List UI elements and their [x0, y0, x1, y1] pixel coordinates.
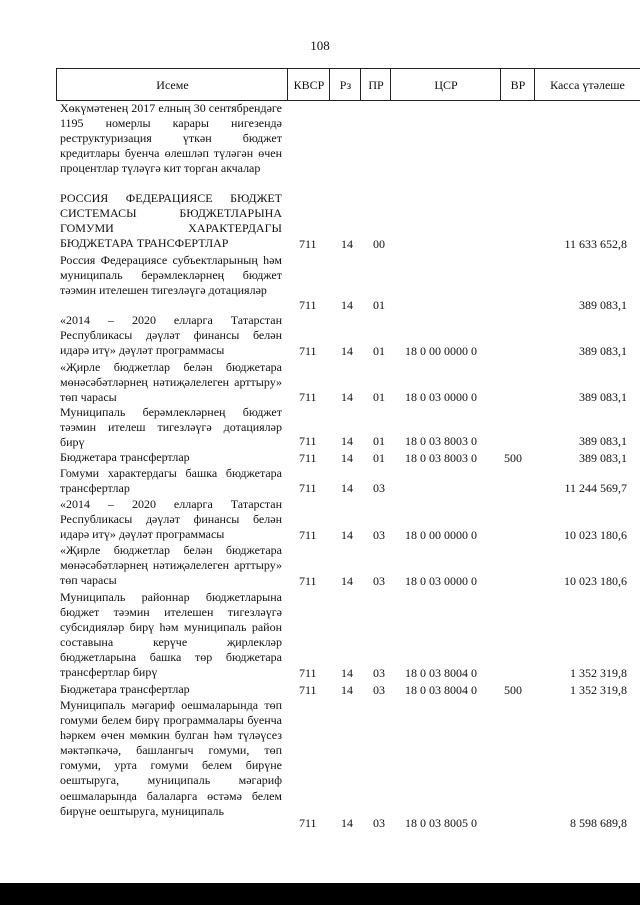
- header-kvsr: КВСР: [287, 69, 330, 100]
- row-amount: 8 598 689,8: [570, 815, 627, 830]
- row-name: Муниципаль мәгариф оешмаларында төп гомуми белем бирү программалары буенча һәркем өчен мөмкин булган һәм түләүсез мәктәпкәчә, башлангыч гомуми, төп гомуми, урта гомуми белем бирүне оештыруга, муниципаль мәгариф оешмаларында балаларга өстәмә белем бирүне оештыруга, муниципаль: [60, 698, 282, 818]
- row-name: Муниципаль районнар бюджетларына бюджет тәэмин ителешен тигезләүгә субсидияләр бирү һәм муниципаль район составына керүче җирлекләр бюджетларына башка төр бюджетара трансфертлар бирү: [60, 590, 282, 680]
- table-header: [56, 68, 640, 101]
- row-kvsr: 711: [299, 236, 317, 251]
- row-name: Бюджетара трансфертлар: [60, 450, 190, 464]
- header-rz: Рз: [329, 69, 361, 100]
- row-name: Муниципаль берәмлекләрнең бюджет тәэмин ителеш тигезләүгә дотацияләр бирү: [60, 405, 282, 450]
- row-csr: 18 0 03 8004 0: [405, 682, 477, 697]
- table-row: [0, 450, 640, 466]
- table-row: [0, 543, 640, 589]
- row-kvsr: 711: [299, 450, 317, 465]
- row-csr: 18 0 03 8003 0: [405, 433, 477, 448]
- row-amount: 1 352 319,8: [570, 682, 627, 697]
- row-amount: 10 023 180,6: [564, 527, 627, 542]
- row-kvsr: 711: [299, 682, 317, 697]
- header-pr: ПР: [360, 69, 391, 100]
- row-pr: 01: [373, 450, 385, 465]
- row-name: «2014 – 2020 елларга Татарстан Республикасы дәүләт финансы белән идарә итү» дәүләт программасы: [60, 313, 282, 358]
- header-csr: ЦСР: [390, 69, 501, 100]
- row-name: Россия Федерациясе субъектларының һәм муниципаль берәмлекләрнең бюджет тәэмин ителешен тигезләүгә дотацияләр: [60, 253, 282, 298]
- row-rz: 14: [341, 433, 353, 448]
- row-kvsr: 711: [299, 815, 317, 830]
- row-csr: 18 0 03 8004 0: [405, 665, 477, 680]
- row-kvsr: 711: [299, 665, 317, 680]
- row-amount: 389 083,1: [579, 297, 627, 312]
- row-pr: 01: [373, 343, 385, 358]
- row-name: РОССИЯ ФЕДЕРАЦИЯСЕ БЮДЖЕТ СИСТЕМАСЫ БЮДЖЕТЛАРЫНА ГОМУМИ ХАРАКТЕРДАГЫ БЮДЖЕТАРА ТРАНСФЕРТЛАР: [60, 191, 282, 251]
- row-amount: 11 633 652,8: [564, 236, 627, 251]
- row-pr: 01: [373, 433, 385, 448]
- table-row: [0, 497, 640, 543]
- row-kvsr: 711: [299, 389, 317, 404]
- row-pr: 01: [373, 389, 385, 404]
- row-pr: 03: [373, 815, 385, 830]
- row-amount: 1 352 319,8: [570, 665, 627, 680]
- row-rz: 14: [341, 389, 353, 404]
- page-number: 108: [310, 38, 330, 53]
- row-amount: 389 083,1: [579, 343, 627, 358]
- row-kvsr: 711: [299, 297, 317, 312]
- row-rz: 14: [341, 815, 353, 830]
- scan-border: [0, 883, 640, 905]
- table-row: [0, 360, 640, 405]
- row-rz: 14: [341, 527, 353, 542]
- row-amount: 11 244 569,7: [564, 480, 627, 495]
- table-row: [0, 590, 640, 681]
- row-csr: 18 0 00 0000 0: [405, 343, 477, 358]
- row-vr: 500: [504, 682, 522, 697]
- row-rz: 14: [341, 665, 353, 680]
- row-amount: 10 023 180,6: [564, 573, 627, 588]
- row-csr: 18 0 03 8005 0: [405, 815, 477, 830]
- table-row: [0, 191, 640, 252]
- row-amount: 389 083,1: [579, 389, 627, 404]
- row-pr: 03: [373, 682, 385, 697]
- row-name: «2014 – 2020 елларга Татарстан Республикасы дәүләт финансы белән идарә итү» дәүләт программасы: [60, 497, 282, 542]
- row-name: «Җирле бюджетлар белән бюджетара мөнәсәбәтләрнең нәтиҗәлелеген арттыру» төп чарасы: [60, 360, 282, 405]
- table-row: [0, 698, 640, 831]
- table-row: [0, 466, 640, 496]
- row-rz: 14: [341, 343, 353, 358]
- row-name: Гомуми характердагы башка бюджетара трансфертлар: [60, 466, 282, 496]
- row-kvsr: 711: [299, 343, 317, 358]
- table-row: [0, 682, 640, 698]
- row-pr: 03: [373, 527, 385, 542]
- row-kvsr: 711: [299, 527, 317, 542]
- row-pr: 03: [373, 573, 385, 588]
- row-csr: 18 0 03 0000 0: [405, 389, 477, 404]
- row-vr: 500: [504, 450, 522, 465]
- row-rz: 14: [341, 682, 353, 697]
- row-pr: 00: [373, 236, 385, 251]
- row-kvsr: 711: [299, 480, 317, 495]
- table-row: [0, 405, 640, 449]
- row-csr: 18 0 00 0000 0: [405, 527, 477, 542]
- header-vr: ВР: [500, 69, 535, 100]
- row-rz: 14: [341, 236, 353, 251]
- row-name: Хөкүмәтенең 2017 елның 30 сентябрендәге 1195 номерлы карары нигезендә реструктуризация үткән бюджет кредитлары буенча өлешләп түләгән өчен процентлар түләүгә кит торган акчалар: [60, 101, 282, 176]
- header-kassa: Касса үтәлеше: [534, 69, 640, 100]
- row-kvsr: 711: [299, 433, 317, 448]
- row-pr: 03: [373, 665, 385, 680]
- table-row: [0, 101, 640, 191]
- row-name: Бюджетара трансфертлар: [60, 682, 190, 696]
- row-name: «Җирле бюджетлар белән бюджетара мөнәсәбәтләрнең нәтиҗәлелеген арттыру» төп чарасы: [60, 543, 282, 588]
- row-amount: 389 083,1: [579, 450, 627, 465]
- row-kvsr: 711: [299, 573, 317, 588]
- row-rz: 14: [341, 297, 353, 312]
- table-row: [0, 313, 640, 359]
- table-row: [0, 253, 640, 313]
- row-pr: 03: [373, 480, 385, 495]
- header-name: Исеме: [56, 69, 288, 100]
- row-pr: 01: [373, 297, 385, 312]
- row-csr: 18 0 03 0000 0: [405, 573, 477, 588]
- row-rz: 14: [341, 480, 353, 495]
- row-csr: 18 0 03 8003 0: [405, 450, 477, 465]
- row-rz: 14: [341, 573, 353, 588]
- row-amount: 389 083,1: [579, 433, 627, 448]
- row-rz: 14: [341, 450, 353, 465]
